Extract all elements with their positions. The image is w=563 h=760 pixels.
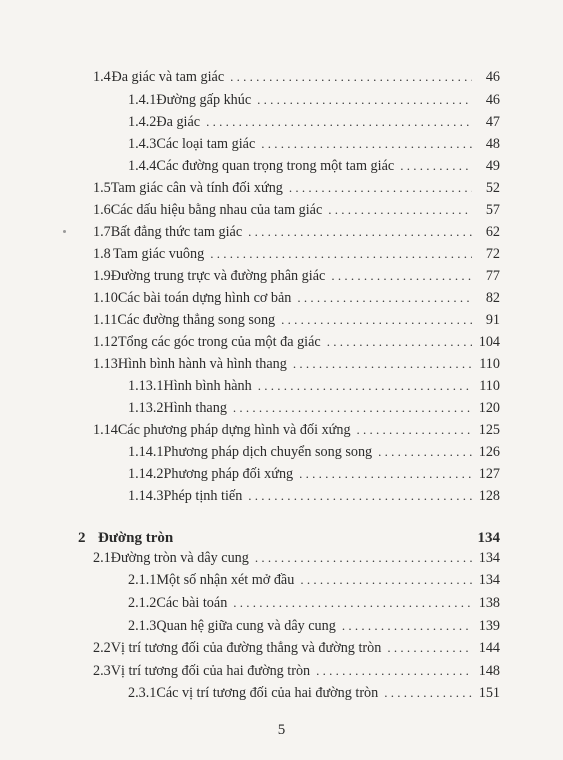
toc-entry-title: Hình bình hành và hình thang	[117, 356, 287, 372]
toc-entry-page: 125	[478, 422, 500, 438]
toc-entry[interactable]	[128, 442, 500, 462]
chapter-number: 2	[78, 530, 86, 546]
toc-entry-page: 52	[485, 180, 500, 196]
toc-entry-number: 1.9	[93, 268, 111, 284]
toc-entry-number: 2.3	[93, 663, 111, 679]
toc-entry-number: 1.14.1	[128, 444, 164, 460]
toc-entry-number: 1.11	[93, 312, 118, 328]
chapter-title: Đường tròn	[98, 530, 174, 546]
toc-entry-number: 2.1.3	[128, 618, 157, 634]
toc-entry[interactable]	[93, 661, 500, 681]
toc-entry-number: 2.1.1	[128, 572, 157, 588]
toc-entry-page: 49	[485, 158, 500, 174]
toc-entry-page: 126	[478, 444, 500, 460]
leader-dots	[387, 638, 472, 658]
toc-entry-page: 48	[485, 136, 500, 152]
toc-entry-number: 2.1.2	[128, 595, 157, 611]
toc-entry-page: 46	[485, 69, 500, 85]
toc-entry-number: 1.8	[93, 246, 111, 262]
toc-entry[interactable]	[93, 638, 500, 658]
toc-entry-page: 72	[485, 246, 500, 262]
leader-dots	[281, 310, 472, 330]
toc-entry-title: Một số nhận xét mở đầu	[156, 572, 295, 588]
toc-entry-title: Hình bình hành	[163, 378, 252, 394]
leader-dots	[384, 683, 472, 703]
leader-dots	[328, 200, 472, 220]
toc-entry-page: 110	[479, 378, 500, 394]
toc-entry[interactable]	[128, 593, 500, 613]
toc-entry[interactable]	[128, 464, 500, 484]
toc-entry-title: Phương pháp đối xứng	[163, 466, 294, 482]
toc-entry[interactable]	[128, 156, 500, 176]
toc-entry[interactable]	[93, 288, 500, 308]
toc-entry-page: 151	[478, 685, 500, 701]
toc-entry-page: 62	[485, 224, 500, 240]
toc-entry-title: Các dấu hiệu bằng nhau của tam giác	[110, 202, 323, 218]
leader-dots	[248, 486, 472, 506]
toc-entry-number: 2.3.1	[128, 685, 157, 701]
toc-entry-page: 47	[485, 114, 500, 130]
toc-entry-title: Phương pháp dịch chuyển song song	[163, 444, 373, 460]
toc-entry-title: Các đường thẳng song song	[117, 312, 276, 328]
leader-dots	[331, 266, 472, 286]
toc-entry-page: 134	[478, 572, 500, 588]
leader-dots	[327, 332, 472, 352]
toc-entry-title: Các đường quan trọng trong một tam giác	[156, 158, 395, 174]
toc-entry-page: 82	[485, 290, 500, 306]
toc-entry[interactable]	[93, 354, 500, 374]
leader-dots	[210, 244, 472, 264]
toc-entry-number: 1.13	[93, 356, 118, 372]
toc-entry-number: 1.14	[93, 422, 118, 438]
print-speck	[63, 230, 66, 233]
toc-entry-number: 2.1	[93, 550, 111, 566]
toc-entry-page: 134	[478, 550, 500, 566]
toc-entry-page: 148	[478, 663, 500, 679]
toc-entry-title: Tam giác vuông	[113, 246, 205, 262]
toc-entry[interactable]	[93, 222, 500, 242]
toc-entry-title: Quan hệ giữa cung và dây cung	[156, 618, 336, 634]
toc-entry-number: 1.5	[93, 180, 111, 196]
leader-dots	[261, 134, 472, 154]
leader-dots	[293, 354, 472, 374]
toc-entry-page: 128	[478, 488, 500, 504]
toc-entry-number: 1.14.3	[128, 488, 164, 504]
toc-entry-title: Vị trí tương đối của đường thẳng và đường tròn	[110, 640, 382, 656]
toc-entry-title: Đa giác và tam giác	[111, 69, 225, 85]
toc-entry-page: 46	[485, 92, 500, 108]
toc-entry-number: 1.4.1	[128, 92, 157, 108]
toc-entry-page: 138	[478, 595, 500, 611]
toc-entry-title: Các vị trí tương đối của hai đường tròn	[156, 685, 379, 701]
toc-entry-page: 91	[485, 312, 500, 328]
leader-dots	[299, 464, 472, 484]
toc-entry-page: 127	[478, 466, 500, 482]
page-number: 5	[277, 722, 286, 738]
toc-entry[interactable]	[128, 376, 500, 396]
toc-entry-page: 144	[478, 640, 500, 656]
toc-entry-title: Phép tịnh tiến	[163, 488, 243, 504]
toc-entry-title: Các bài toán dựng hình cơ bản	[117, 290, 292, 306]
toc-entry[interactable]	[128, 90, 500, 110]
toc-entry-title: Các phương pháp dựng hình và đối xứng	[117, 422, 351, 438]
toc-entry[interactable]	[128, 616, 500, 636]
toc-entry-title: Đa giác	[156, 114, 201, 130]
toc-entry[interactable]	[93, 244, 500, 264]
toc-entry[interactable]	[93, 266, 500, 286]
toc-entry[interactable]	[128, 398, 500, 418]
leader-dots	[233, 398, 472, 418]
toc-entry-page: 120	[478, 400, 500, 416]
leader-dots	[206, 112, 472, 132]
leader-dots	[233, 593, 472, 613]
toc-entry-page: 77	[485, 268, 500, 284]
toc-entry-title: Các loại tam giác	[156, 136, 256, 152]
toc-entry-title: Vị trí tương đối của hai đường tròn	[110, 663, 311, 679]
toc-entry-number: 2.2	[93, 640, 111, 656]
toc-entry-title: Các bài toán	[156, 595, 228, 611]
toc-entry[interactable]	[93, 332, 500, 352]
toc-entry-page: 104	[478, 334, 500, 350]
toc-entry[interactable]	[128, 486, 500, 506]
toc-entry[interactable]	[93, 420, 500, 440]
toc-entry-number: 1.4.2	[128, 114, 157, 130]
toc-entry-number: 1.13.2	[128, 400, 164, 416]
leader-dots	[342, 616, 472, 636]
leader-dots	[300, 570, 472, 590]
leader-dots	[258, 376, 472, 396]
leader-dots	[230, 67, 472, 87]
toc-entry-page: 139	[478, 618, 500, 634]
toc-entry[interactable]	[128, 570, 500, 590]
toc-entry-title: Đường gấp khúc	[156, 92, 252, 108]
leader-dots	[248, 222, 472, 242]
toc-entry[interactable]	[93, 548, 500, 568]
toc-entry-number: 1.6	[93, 202, 111, 218]
toc-entry-number: 1.4.4	[128, 158, 157, 174]
leader-dots	[289, 178, 472, 198]
toc-entry-number: 1.4.3	[128, 136, 157, 152]
toc-entry-number: 1.7	[93, 224, 111, 240]
toc-entry-page: 57	[485, 202, 500, 218]
leader-dots	[378, 442, 472, 462]
toc-entry-number: 1.14.2	[128, 466, 164, 482]
leader-dots	[357, 420, 472, 440]
toc-entry-title: Đường trung trực và đường phân giác	[110, 268, 326, 284]
leader-dots	[255, 548, 472, 568]
chapter-heading[interactable]	[78, 528, 500, 548]
chapter-page: 134	[477, 530, 500, 546]
toc-entry[interactable]	[128, 683, 500, 703]
toc-entry-title: Hình thang	[163, 400, 227, 416]
toc-entry-title: Bất đẳng thức tam giác	[110, 224, 243, 240]
toc-entry[interactable]	[93, 310, 500, 330]
toc-entry-page: 110	[479, 356, 500, 372]
toc-entry[interactable]	[93, 67, 500, 87]
toc-entry-number: 1.12	[93, 334, 118, 350]
toc-entry-title: Đường tròn và dây cung	[110, 550, 249, 566]
leader-dots	[297, 288, 472, 308]
toc-entry-number: 1.10	[93, 290, 118, 306]
toc-entry[interactable]	[93, 200, 500, 220]
leader-dots	[316, 661, 472, 681]
toc-entry[interactable]	[128, 112, 500, 132]
toc-entry-number: 1.4	[93, 69, 111, 85]
toc-entry-title: Tổng các góc trong của một đa giác	[117, 334, 321, 350]
toc-entry-number: 1.13.1	[128, 378, 164, 394]
leader-dots	[257, 90, 472, 110]
toc-entry[interactable]	[128, 134, 500, 154]
leader-dots	[400, 156, 472, 176]
toc-entry[interactable]	[93, 178, 500, 198]
toc-entry-title: Tam giác cân và tính đối xứng	[110, 180, 283, 196]
